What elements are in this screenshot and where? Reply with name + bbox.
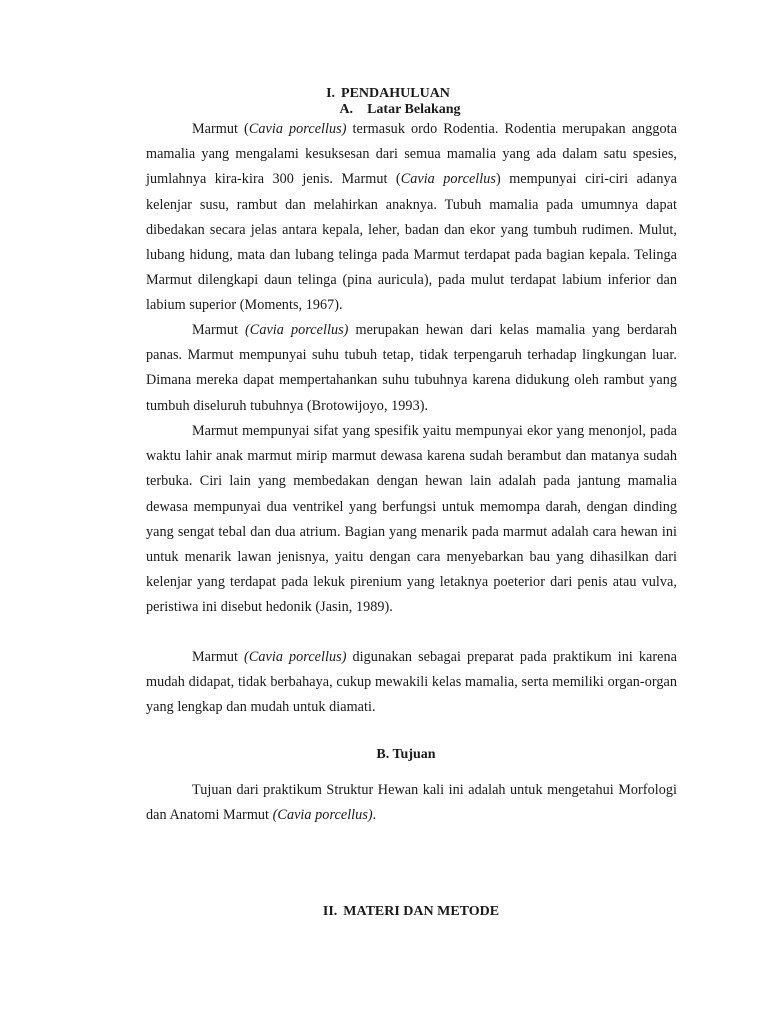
paragraph-text: ) mempunyai ciri-ciri adanya kelenjar susu, rambut dan melahirkan anaknya. Tubuh mamalia pada umumnya dapat dibedakan secara jelas antara kepala, leher, badan dan ekor yang tumbuh rudimen. Mulut, lubang hidung, mata dan lubang telinga pada Marmut terdapat pada bagian kepala. Telinga Marmut dilengkapi daun telinga (pina auricula), pada mulut terdapat labium inferior dan labium superior (Moments, 1967). xyxy=(146,171,677,314)
paragraph-text: digunakan sebagai preparat pada praktikum ini karena mudah didapat, tidak berbahaya, cukup mewakili kelas mamalia, serta memiliki organ-organ yang lengkap dan mudah untuk diamati. xyxy=(146,649,678,716)
section-number: I. xyxy=(326,86,336,101)
scientific-name: (Cavia porcellus) xyxy=(245,322,349,338)
paragraph-1 xyxy=(146,117,677,319)
paragraph-text: Marmut ( xyxy=(192,121,249,137)
paragraph-4 xyxy=(146,645,677,721)
subsection-title: Latar Belakang xyxy=(367,102,461,117)
scientific-name: Cavia porcellus xyxy=(400,171,496,188)
paragraph-2 xyxy=(146,318,677,419)
paragraph-text: Marmut xyxy=(192,649,245,665)
section-title: PENDAHULUAN xyxy=(341,86,450,101)
paragraph-text: Marmut xyxy=(192,322,246,338)
section-heading-materi-dan-metode xyxy=(27,904,768,920)
paragraph-text: . xyxy=(372,807,377,824)
section-heading-pendahuluan xyxy=(4,86,768,102)
section-number: II. xyxy=(322,904,338,919)
scientific-name: Cavia porcellus) xyxy=(248,121,347,137)
subsection-heading-tujuan: B. Tujuan xyxy=(376,747,436,762)
section-title: MATERI DAN METODE xyxy=(343,904,500,919)
paragraph-text: merupakan hewan dari kelas mamalia yang berdarah panas. Marmut mempunyai suhu tubuh tetap, tidak terpengaruh terhadap lingkungan luar. Dimana mereka dapat mempertahankan suhu tubuhnya karena didukung oleh rambut yang tumbuh diseluruh tubuhnya (Brotowijoyo, 1993). xyxy=(146,322,677,414)
subsection-letter: A. xyxy=(339,102,354,117)
paragraph-tujuan xyxy=(146,778,677,828)
paragraph-text: termasuk ordo Rodentia. Rodentia merupakan anggota mamalia yang mengalami kesuksesan dari semua mamalia yang ada dalam satu spesies, jumlahnya kira-kira 300 jenis. Marmut ( xyxy=(146,121,677,188)
paragraph-text: Tujuan dari praktikum Struktur Hewan kali ini adalah untuk mengetahui Morfologi dan Anatomi Marmut xyxy=(146,782,677,824)
subsection-heading-latar-belakang xyxy=(16,102,768,118)
scientific-name: (Cavia porcellus) xyxy=(272,807,373,824)
scientific-name: (Cavia porcellus) xyxy=(244,649,347,665)
paragraph-3: Marmut mempunyai sifat yang spesifik yaitu mempunyai ekor yang menonjol, pada waktu lahir anak marmut mirip marmut dewasa karena sudah berambut dan matanya sudah terbuka. Ciri lain yang membedakan dengan hewan lain adalah pada jantung mamalia dewasa mempunyai dua ventrikel yang berfungsi untuk memompa darah, dengan dinding yang sengat tebal dan dua atrium. Bagian yang menarik pada marmut adalah cara hewan ini untuk menarik lawan jenisnya, yaitu dengan cara menyebarkan bau yang dihasilkan dari kelenjar yang terdapat pada lekuk pirenium yang letaknya poeterior dari penis atau vulva, peristiwa ini disebut hedonik (Jasin, 1989). xyxy=(146,423,677,616)
